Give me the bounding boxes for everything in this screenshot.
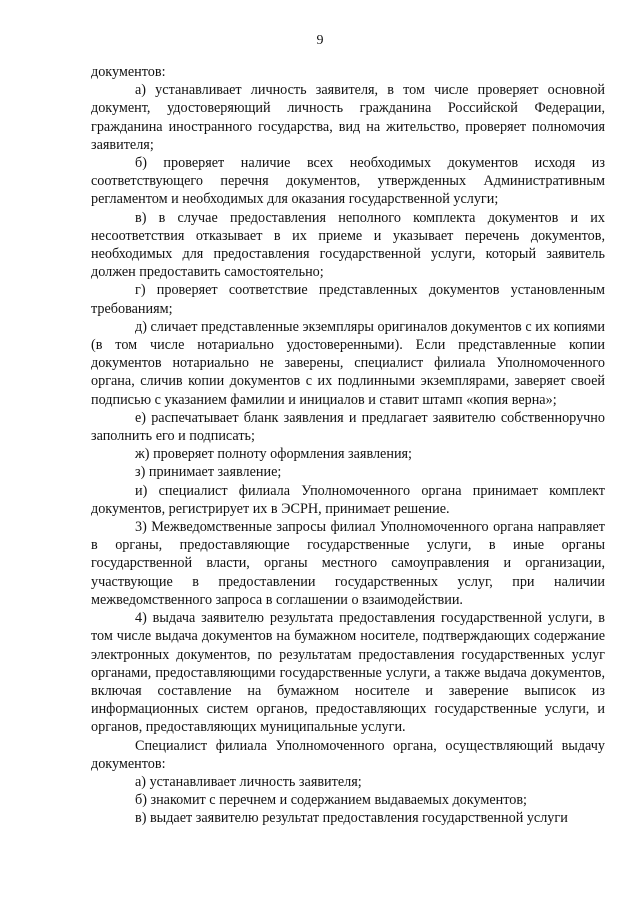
paragraph: е) распечатывает бланк заявления и предлагает заявителю собственноручно заполнить его и подписать; — [91, 409, 605, 445]
paragraph: д) сличает представленные экземпляры оригиналов документов с их копиями (в том числе нотариально удостоверенными). Если представленные копии документов нотариально не заверены, специалист филиала Уполномоченного органа, сличив копии документов с их подлинными экземплярами, заверяет своей подписью с указанием фамилии и инициалов и ставит штамп «копия верна»; — [91, 318, 605, 408]
paragraph: г) проверяет соответствие представленных документов установленным требованиям; — [91, 282, 605, 317]
paragraph: и) специалист филиала Уполномоченного органа принимает комплект документов, регистрирует их в ЭСРН, принимает решение. — [91, 482, 605, 517]
document-body — [91, 63, 605, 828]
page-number: 9 — [316, 33, 324, 48]
paragraph: з) принимает заявление; — [135, 464, 282, 481]
paragraph: Специалист филиала Уполномоченного органа, осуществляющий выдачу документов: — [91, 737, 605, 772]
paragraph: документов: — [91, 64, 166, 80]
paragraph: а) устанавливает личность заявителя; — [135, 773, 362, 790]
paragraph: 3) Межведомственные запросы филиал Уполномоченного органа направляет в органы, предоставляющие государственные услуги, в иные органы государственной власти, органы местного самоуправления и организации, участвующие в предоставлении государственных услуг, при наличии межведомственного запроса в соглашении о взаимодействии. — [91, 519, 605, 608]
paragraph: ж) проверяет полноту оформления заявления; — [135, 446, 413, 463]
paragraph: б) проверяет наличие всех необходимых документов исходя из соответствующего перечня документов, утвержденных Административным регламентом и необходимых для оказания государственной услуги; — [91, 155, 605, 208]
paragraph: в) в случае предоставления неполного комплекта документов и их несоответствия отказывает в их приеме и указывает перечень документов, необходимых для предоставления государственной услуги, который заявитель должен предоставить самостоятельно; — [91, 209, 605, 281]
paragraph: б) знакомит с перечнем и содержанием выдаваемых документов; — [135, 792, 527, 809]
paragraph: в) выдает заявителю результат предоставления государственной услуги — [135, 810, 568, 827]
paragraph: 4) выдача заявителю результата предоставления государственной услуги, в том числе выдача документов на бумажном носителе, подтверждающих содержание электронных документов, по результатам предоставления государственных услуг органами, предоставляющими государственные услуги, а также выдача документов, включая составление на бумажном носителе и заверение выписок из информационных систем органов, предоставляющих государственные услуги, и органов, предоставляющих муниципальные услуги. — [91, 610, 605, 736]
paragraph: а) устанавливает личность заявителя, в том числе проверяет основной документ, удостоверяющий личность гражданина Российской Федерации, гражданина иностранного государства, вид на жительство, проверяет полномочия заявителя; — [91, 82, 605, 153]
